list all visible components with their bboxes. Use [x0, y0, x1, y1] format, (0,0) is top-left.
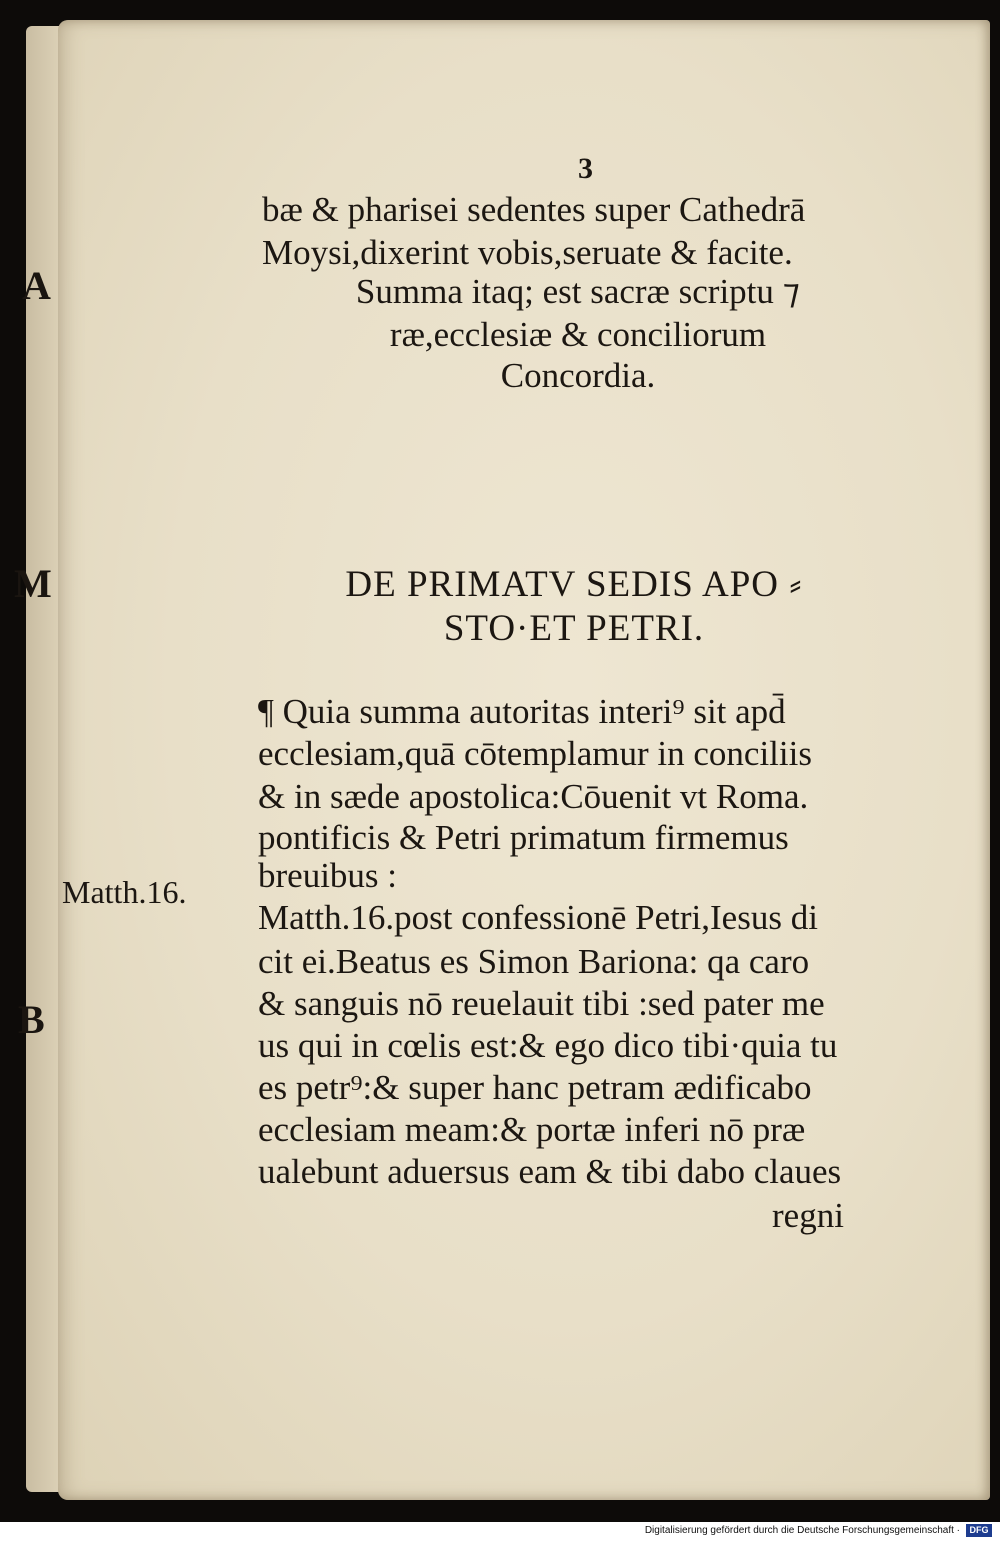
summary-line: Concordia.: [500, 356, 656, 395]
catchword: regni: [772, 1196, 844, 1235]
paragraph-line: pontificis & Petri primatum firmemus: [258, 818, 789, 857]
margin-note: Matth.16.: [62, 874, 187, 910]
paragraph-line: breuibus :: [258, 856, 398, 895]
page-number: 3: [578, 152, 593, 185]
funding-credit: Digitalisierung gefördert durch die Deutsche Forschungsgemeinschaft ·: [644, 1525, 960, 1536]
edge-letter-a: A: [22, 263, 50, 308]
paragraph-line: Matth.16.post confessionē Petri,Iesus di: [258, 898, 818, 937]
paragraph-line: & in sæde apostolica:Cōuenit vt Roma.: [258, 777, 809, 816]
paragraph-line: cit ei.Beatus es Simon Bariona: qa caro: [258, 942, 810, 981]
paragraph-line: es petr⁹:& super hanc petram ædificabo: [258, 1068, 812, 1107]
edge-letter-m: M: [14, 561, 51, 606]
edge-letter-b: B: [18, 997, 44, 1042]
summary-line: ræ,ecclesiæ & conciliorum: [389, 315, 767, 354]
text-line: bæ & pharisei sedentes super Cathedrā: [262, 190, 806, 229]
section-heading: DE PRIMATV SEDIS APO ⸗: [345, 564, 803, 605]
paragraph-line: us qui in cœlis est:& ego dico tibi·quia tu: [258, 1026, 838, 1065]
text-line: Moysi,dixerint vobis,seruate & facite.: [262, 233, 793, 272]
summary-line: Summa itaq; est sacræ scriptu ⁊: [355, 272, 801, 311]
paragraph-line: ecclesiam,quā cōtemplamur in conciliis: [258, 734, 812, 773]
paragraph-line: & sanguis nō reuelauit tibi :sed pater me: [258, 984, 825, 1023]
paragraph-line: ecclesiam meam:& portæ inferi nō præ: [258, 1110, 806, 1149]
section-heading: STO·ET PETRI.: [443, 608, 705, 649]
paragraph-line: ¶ Quia summa autoritas interi⁹ sit apd̄: [258, 692, 786, 731]
paragraph-line: ualebunt aduersus eam & tibi dabo claues: [258, 1152, 842, 1191]
dfg-logo-icon: DFG: [966, 1524, 992, 1537]
